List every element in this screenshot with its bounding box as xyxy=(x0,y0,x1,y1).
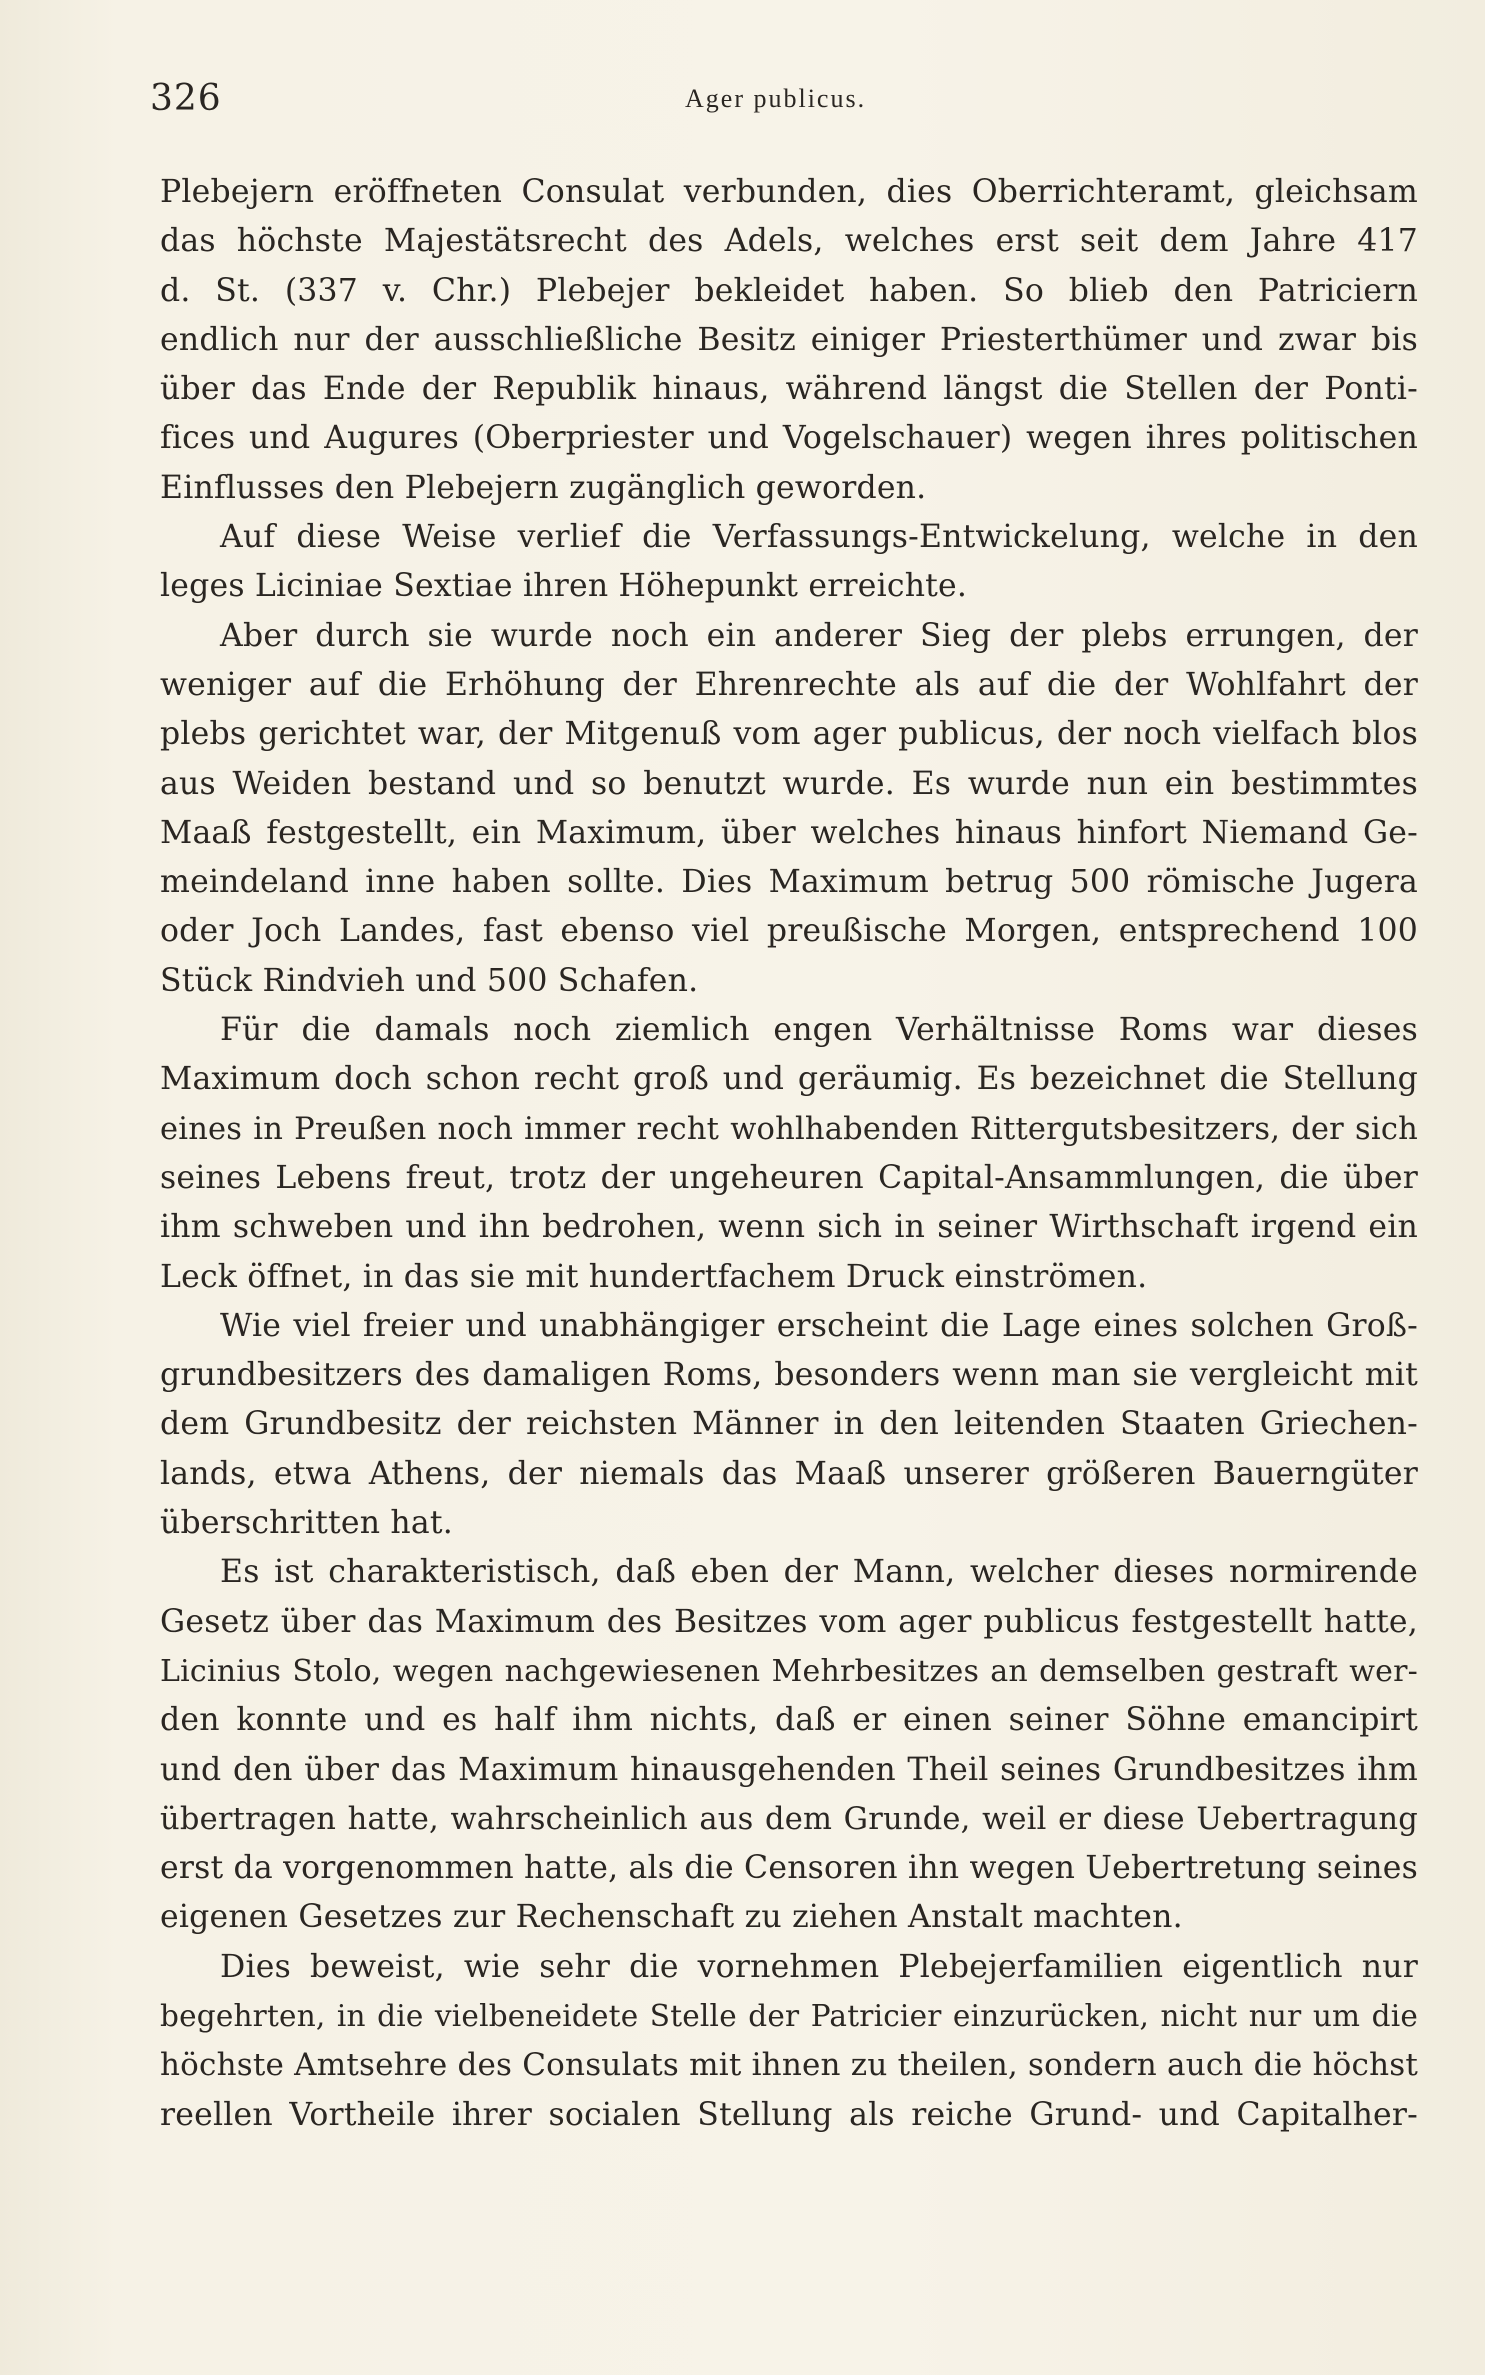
text-line: ihm schweben und ihn bedrohen, wenn sich in seiner Wirthschaft irgend ein xyxy=(160,1209,1418,1246)
text-line: übertragen hatte, wahrscheinlich aus dem Grunde, weil er diese Uebertragung xyxy=(160,1801,1418,1837)
text-line: dem Grundbesitz der reichsten Männer in den leitenden Staaten Griechen- xyxy=(160,1406,1418,1443)
text-line: reellen Vortheile ihrer socialen Stellung als reiche Grund- und Capitalher- xyxy=(160,2096,1418,2133)
text-line: Auf diese Weise verlief die Verfassungs-Entwickelung, welche in den xyxy=(220,519,1418,556)
text-line: grundbesitzers des damaligen Roms, besonders wenn man sie vergleicht mit xyxy=(160,1357,1418,1394)
text-line: das höchste Majestätsrecht des Adels, welches erst seit dem Jahre 417 xyxy=(160,223,1418,260)
text-line: plebs gerichtet war, der Mitgenuß vom ager publicus, der noch vielfach blos xyxy=(160,716,1418,753)
text-line: aus Weiden bestand und so benutzt wurde. Es wurde nun ein bestimmtes xyxy=(160,765,1418,802)
text-line: meindeland inne haben sollte. Dies Maximum betrug 500 römische Jugera xyxy=(160,864,1418,901)
text-line: leges Liciniae Sextiae ihren Höhepunkt erreichte. xyxy=(160,568,968,605)
text-line: endlich nur der ausschließliche Besitz einiger Priesterthümer und zwar bis xyxy=(160,321,1418,358)
text-line: Licinius Stolo, wegen nachgewiesenen Mehrbesitzes an demselben gestraft wer- xyxy=(160,1653,1418,1689)
text-line: Maximum doch schon recht groß und geräumig. Es bezeichnet die Stellung xyxy=(160,1061,1418,1098)
text-line: Dies beweist, wie sehr die vornehmen Plebejerfamilien eigentlich nur xyxy=(220,1948,1418,1985)
text-line: oder Joch Landes, fast ebenso viel preußische Morgen, entsprechend 100 xyxy=(160,913,1418,950)
body-text xyxy=(160,168,1418,2140)
text-line: überschritten hat. xyxy=(160,1505,453,1542)
text-line: Plebejern eröffneten Consulat verbunden, dies Oberrichteramt, gleichsam xyxy=(160,174,1418,210)
text-line: über das Ende der Republik hinaus, während längst die Stellen der Ponti- xyxy=(160,371,1418,408)
text-line: fices und Augures (Oberpriester und Vogelschauer) wegen ihres politischen xyxy=(160,420,1418,457)
page-header xyxy=(150,78,1420,128)
text-line: eines in Preußen noch immer recht wohlhabenden Rittergutsbesitzers, der sich xyxy=(160,1111,1418,1147)
text-line: weniger auf die Erhöhung der Ehrenrechte als auf die der Wohlfahrt der xyxy=(160,666,1418,703)
text-line: Für die damals noch ziemlich engen Verhältnisse Roms war dieses xyxy=(220,1012,1418,1049)
text-line: Einflusses den Plebejern zugänglich geworden. xyxy=(160,469,927,506)
page-number: 326 xyxy=(150,78,222,119)
text-line: Maaß festgestellt, ein Maximum, über welches hinaus hinfort Niemand Ge- xyxy=(160,814,1418,851)
text-line: höchste Amtsehre des Consulats mit ihnen zu theilen, sondern auch die höchst xyxy=(160,2047,1418,2084)
text-line: Stück Rindvieh und 500 Schafen. xyxy=(160,962,699,999)
text-line: seines Lebens freut, trotz der ungeheuren Capital-Ansammlungen, die über xyxy=(160,1159,1418,1196)
text-line: begehrten, in die vielbeneidete Stelle der Patricier einzurücken, nicht nur um die xyxy=(160,1998,1418,2033)
text-line: erst da vorgenommen hatte, als die Censoren ihn wegen Uebertretung seines xyxy=(160,1850,1418,1887)
text-line: d. St. (337 v. Chr.) Plebejer bekleidet haben. So blieb den Patriciern xyxy=(160,272,1418,309)
text-line: Wie viel freier und unabhängiger erscheint die Lage eines solchen Groß- xyxy=(220,1307,1418,1344)
text-line: Gesetz über das Maximum des Besitzes vom ager publicus festgestellt hatte, xyxy=(160,1603,1418,1640)
text-line: den konnte und es half ihm nichts, daß er einen seiner Söhne emancipirt xyxy=(160,1702,1418,1739)
text-line: und den über das Maximum hinausgehenden Theil seines Grundbesitzes ihm xyxy=(160,1751,1418,1788)
text-line: eigenen Gesetzes zur Rechenschaft zu ziehen Anstalt machten. xyxy=(160,1899,1183,1936)
text-line: Es ist charakteristisch, daß eben der Mann, welcher dieses normirende xyxy=(220,1554,1418,1591)
text-line: Leck öffnet, in das sie mit hundertfachem Druck einströmen. xyxy=(160,1258,1148,1295)
text-line: Aber durch sie wurde noch ein anderer Sieg der plebs errungen, der xyxy=(220,617,1418,654)
text-line: lands, etwa Athens, der niemals das Maaß unserer größeren Bauerngüter xyxy=(160,1455,1418,1492)
running-title: Ager publicus. xyxy=(685,84,867,113)
